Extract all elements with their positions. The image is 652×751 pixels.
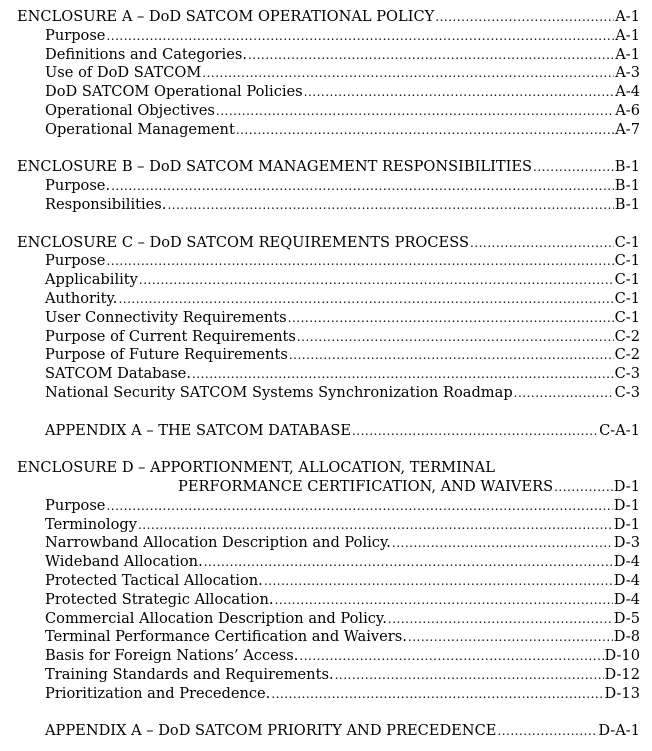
toc-entry[interactable]: National Security SATCOM Systems Synchronization Roadmap ..... C-3 [17,384,640,403]
toc-entry[interactable]: Commercial Allocation Description and Policy. ..... D-5 [17,610,640,629]
toc-enclosure-c[interactable]: ENCLOSURE C – DoD SATCOM REQUIREMENTS PROCESS ..... C-1 [17,234,640,253]
toc-entry[interactable]: Prioritization and Precedence. ..... D-13 [17,685,640,704]
toc-entry[interactable]: Operational Management ..... A-7 [17,121,640,140]
dot-leader [497,722,597,741]
toc-entry[interactable]: Narrowband Allocation Description and Policy. ..... D-3 [17,534,640,553]
spacer [17,440,640,459]
toc-entry[interactable]: Terminal Performance Certification and Waivers. ..... D-8 [17,628,640,647]
toc-enclosure-a[interactable]: ENCLOSURE A – DoD SATCOM OPERATIONAL POLICY ..... A-1 [17,8,640,27]
toc-entry[interactable]: Use of DoD SATCOM ..... A-3 [17,64,640,83]
dot-leader [470,234,614,253]
toc-enclosure-b[interactable]: ENCLOSURE B – DoD SATCOM MANAGEMENT RESPONSIBILITIES ..... B-1 [17,158,640,177]
toc-enclosure-d-title-line1[interactable]: ENCLOSURE D – APPORTIONMENT, ALLOCATION, TERMINAL [17,459,495,477]
toc-entry[interactable]: Protected Strategic Allocation. ..... D-4 [17,591,640,610]
toc-entry[interactable]: Purpose of Current Requirements ..... C-2 [17,328,640,347]
toc-entry[interactable]: Training Standards and Requirements. ..... D-12 [17,666,640,685]
toc-entry[interactable]: Applicability ..... C-1 [17,271,640,290]
dot-leader [352,422,598,441]
toc-entry[interactable]: Purpose ..... C-1 [17,252,640,271]
toc-entry[interactable]: Responsibilities. ..... B-1 [17,196,640,215]
toc-entry[interactable]: Definitions and Categories. ..... A-1 [17,46,640,65]
toc-appendix-c[interactable]: APPENDIX A – THE SATCOM DATABASE ..... C-A-1 [17,422,640,441]
spacer [17,403,640,422]
toc-entry[interactable]: Operational Objectives ..... A-6 [17,102,640,121]
table-of-contents [17,8,640,741]
toc-entry[interactable]: Protected Tactical Allocation. ..... D-4 [17,572,640,591]
toc-entry[interactable]: Terminology ..... D-1 [17,516,640,535]
dot-leader [435,8,614,27]
spacer [17,703,640,722]
toc-entry[interactable]: Purpose ..... D-1 [17,497,640,516]
toc-entry[interactable]: Wideband Allocation. ..... D-4 [17,553,640,572]
spacer [17,215,640,234]
toc-entry[interactable]: Purpose ..... A-1 [17,27,640,46]
dot-leader [533,158,614,177]
spacer [17,140,640,159]
toc-entry[interactable]: SATCOM Database. ..... C-3 [17,365,640,384]
toc-entry[interactable]: DoD SATCOM Operational Policies ..... A-4 [17,83,640,102]
toc-enclosure-d[interactable]: PERFORMANCE CERTIFICATION, AND WAIVERS ..... D-1 [17,478,640,497]
toc-entry[interactable]: User Connectivity Requirements ..... C-1 [17,309,640,328]
toc-entry[interactable]: Basis for Foreign Nations’ Access. ..... D-10 [17,647,640,666]
toc-entry[interactable]: Authority. ..... C-1 [17,290,640,309]
toc-entry[interactable]: Purpose of Future Requirements ..... C-2 [17,346,640,365]
toc-entry[interactable]: Purpose. ..... B-1 [17,177,640,196]
toc-appendix-d[interactable]: APPENDIX A – DoD SATCOM PRIORITY AND PRECEDENCE ..... D-A-1 [17,722,640,741]
dot-leader [554,478,613,497]
